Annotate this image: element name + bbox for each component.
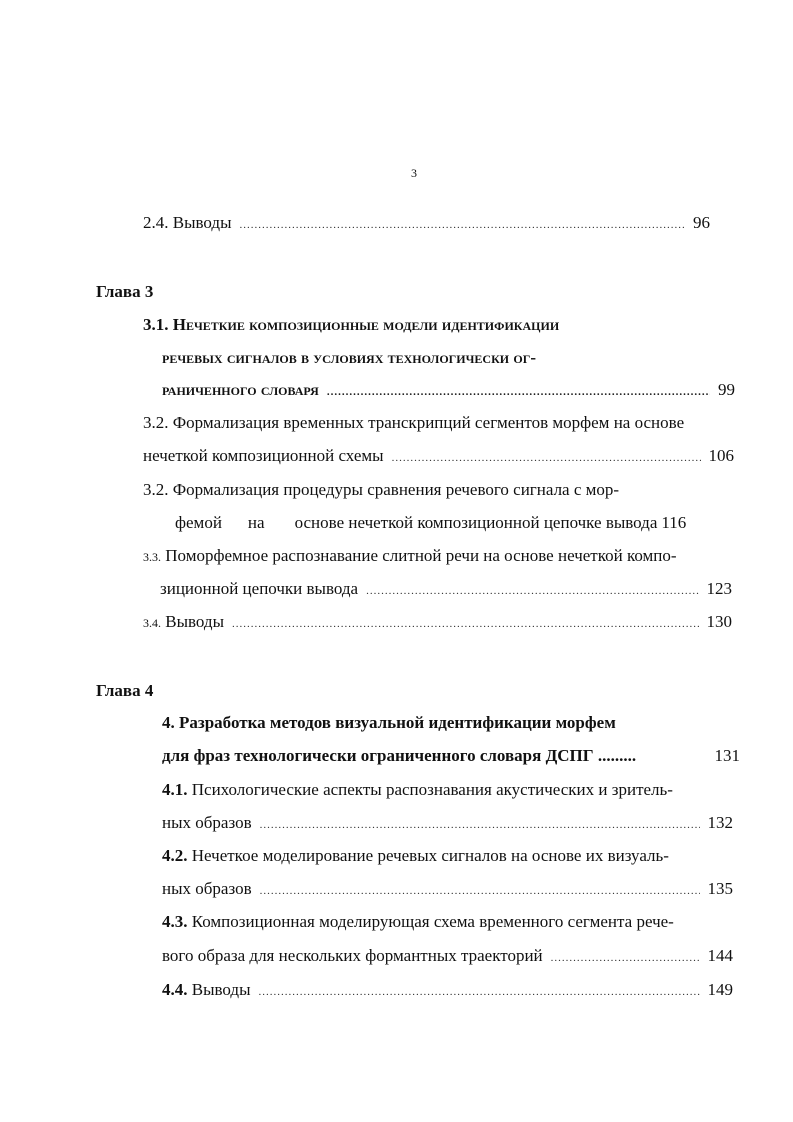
toc-word: фемой xyxy=(175,513,222,532)
toc-entry-number: 3.1. xyxy=(143,315,169,334)
leader-dots xyxy=(327,386,710,398)
leader-dots xyxy=(240,219,685,231)
toc-entry-3-2a-line2 xyxy=(143,446,734,466)
chapter-3-heading: Глава 3 xyxy=(96,282,154,301)
toc-entry-page: 132 xyxy=(707,813,733,832)
toc-entry-title: Выводы xyxy=(165,612,225,631)
toc-entry-title: вого образа для нескольких формантных траекторий xyxy=(162,946,543,965)
toc-entry-title: раниченного словаря xyxy=(162,380,319,399)
toc-entry-3-1-line2: речевых сигналов в условиях технологически ог- xyxy=(162,348,537,367)
chapter-4-heading: Глава 4 xyxy=(96,681,154,700)
toc-entry-number: 4.1. xyxy=(162,780,188,799)
toc-entry-3-2b-line1: 3.2. Формализация процедуры сравнения речевого сигнала с мор- xyxy=(143,480,620,499)
toc-entry-4-line1: 4. Разработка методов визуальной идентификации морфем xyxy=(162,713,616,732)
toc-entry-3-2b-line2 xyxy=(175,513,735,533)
toc-entry-title: ных образов xyxy=(162,813,252,832)
toc-entry-title: Композиционная моделирующая схема временного сегмента рече- xyxy=(191,912,674,931)
toc-entry-4-1-line2 xyxy=(162,813,733,833)
toc-entry-number: 3.4. xyxy=(143,616,161,630)
leader-dots xyxy=(260,819,700,831)
toc-entry-page: 99 xyxy=(718,380,735,399)
toc-entry-title: ных образов xyxy=(162,879,252,898)
toc-entry-page: 135 xyxy=(707,879,733,898)
leader-dots xyxy=(260,885,700,897)
toc-entry-page: 106 xyxy=(708,446,734,465)
toc-word: основе нечеткой композиционной цепочке вывода xyxy=(294,513,658,532)
toc-entry-3-3-line2 xyxy=(160,579,732,599)
toc-entry-number: 4.2. xyxy=(162,846,188,865)
toc-entry-4-2-line2 xyxy=(162,879,733,899)
leader-dots xyxy=(392,452,701,464)
toc-entry-number: 2.4. xyxy=(143,213,169,232)
toc-entry-3-3-line1 xyxy=(143,546,677,566)
toc-entry-number: 4.4. xyxy=(162,980,188,999)
toc-entry-4-3-line1 xyxy=(162,912,674,932)
toc-entry-4-3-line2 xyxy=(162,946,733,966)
leader-dots xyxy=(551,952,700,964)
toc-entry-number: 3.3. xyxy=(143,550,161,564)
toc-entry-3-1-line3 xyxy=(162,380,735,400)
toc-entry-page: 130 xyxy=(706,612,732,631)
leader-dots xyxy=(259,986,700,998)
toc-entry-title: Нечеткие композиционные модели идентификации xyxy=(172,315,560,334)
toc-entry-title: Поморфемное распознавание слитной речи на основе нечеткой компо- xyxy=(165,546,677,565)
toc-entry-title: Выводы xyxy=(172,213,232,232)
toc-entry-title: Нечеткое моделирование речевых сигналов на основе их визуаль- xyxy=(191,846,669,865)
page-number: 3 xyxy=(411,166,417,180)
toc-entry-title: для фраз технологически ограниченного словаря ДСПГ ......... xyxy=(162,746,637,765)
toc-entry-title: Выводы xyxy=(191,980,251,999)
toc-entry-4-4 xyxy=(162,980,733,1000)
toc-entry-3-4 xyxy=(143,612,732,632)
toc-entry-title: Психологические аспекты распознавания акустических и зритель- xyxy=(191,780,673,799)
toc-entry-4-1-line1 xyxy=(162,780,673,800)
toc-entry-page: 131 xyxy=(714,746,740,765)
toc-entry-title: нечеткой композиционной схемы xyxy=(143,446,384,465)
leader-dots xyxy=(232,618,698,630)
toc-entry-page: 96 xyxy=(693,213,710,232)
leader-dots xyxy=(366,585,698,597)
toc-entry-3-1-line1 xyxy=(143,315,559,335)
toc-entry-number: 4.3. xyxy=(162,912,188,931)
toc-entry-page: 116 xyxy=(661,513,687,532)
toc-entry-title: зиционной цепочки вывода xyxy=(160,579,359,598)
toc-entry-3-2a-line1: 3.2. Формализация временных транскрипций сегментов морфем на основе xyxy=(143,413,685,432)
toc-word: на xyxy=(247,513,265,532)
toc-entry-page: 144 xyxy=(707,946,733,965)
toc-entry-4-line2 xyxy=(162,746,740,766)
toc-entry-page: 123 xyxy=(706,579,732,598)
toc-entry-page: 149 xyxy=(707,980,733,999)
toc-entry-2-4 xyxy=(143,213,710,233)
toc-entry-4-2-line1 xyxy=(162,846,669,866)
